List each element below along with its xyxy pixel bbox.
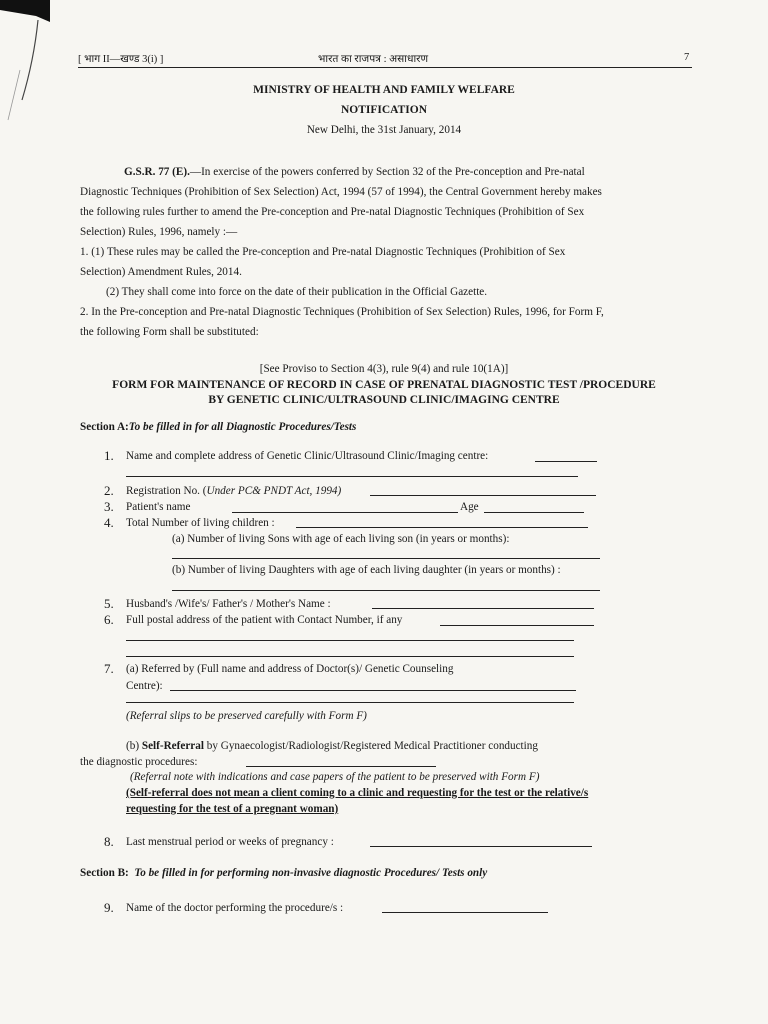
- date-line: New Delhi, the 31st January, 2014: [306, 124, 462, 136]
- item-5-number: 5.: [104, 596, 114, 611]
- item-1-number: 1.: [104, 448, 114, 463]
- item-5-label: Husband's /Wife's/ Father's / Mother's Name :: [126, 598, 331, 610]
- item-4-blank[interactable]: [296, 527, 588, 528]
- form-title-line-1: FORM FOR MAINTENANCE OF RECORD IN CASE OF PRENATAL DIAGNOSTIC TEST /PROCEDURE: [112, 379, 656, 391]
- preamble-line-1: G.S.R. 77 (E).—In exercise of the powers conferred by Section 32 of the Pre-conception and Pre-natal: [124, 166, 585, 178]
- item-6-label: Full postal address of the patient with Contact Number, if any: [126, 614, 403, 626]
- item-4-label: Total Number of living children :: [126, 517, 275, 529]
- item-5-blank[interactable]: [372, 608, 594, 609]
- form-title-line-2: BY GENETIC CLINIC/ULTRASOUND CLINIC/IMAGING CENTRE: [208, 394, 560, 406]
- item-4a-label: (a) Number of living Sons with age of each living son (in years or months):: [172, 533, 510, 545]
- preamble-line-2: Diagnostic Techniques (Prohibition of Sex Selection) Act, 1994 (57 of 1994), the Central Government hereby makes: [80, 186, 602, 198]
- item-6-number: 6.: [104, 612, 114, 627]
- item-2-blank[interactable]: [370, 495, 596, 496]
- item-4b-blank[interactable]: [172, 590, 600, 591]
- rule-2-line-1: 2. In the Pre-conception and Pre-natal Diagnostic Techniques (Prohibition of Sex Selection) Rules, 1996, for Form F,: [80, 306, 604, 318]
- item-6-blank[interactable]: [440, 625, 594, 626]
- item-7a-note: (Referral slips to be preserved carefully with Form F): [126, 710, 367, 722]
- section-a-heading: Section A:To be filled in for all Diagnostic Procedures/Tests: [80, 421, 357, 433]
- patient-name-blank[interactable]: [232, 512, 458, 513]
- self-referral-warning-line-1: (Self-referral does not mean a client coming to a clinic and requesting for the test or the relative/s: [126, 787, 589, 799]
- item-8-blank[interactable]: [370, 846, 592, 847]
- item-9-label: Name of the doctor performing the procedure/s :: [126, 902, 344, 914]
- item-8-number: 8.: [104, 834, 114, 849]
- rule-1-line-1: 1. (1) These rules may be called the Pre-conception and Pre-natal Diagnostic Techniques (Prohibition of Sex: [80, 246, 566, 258]
- item-3-number: 3.: [104, 499, 114, 514]
- gsr-number: G.S.R. 77 (E).: [124, 166, 190, 178]
- header-rule: [78, 67, 692, 68]
- age-label: Age: [460, 501, 479, 513]
- item-4-number: 4.: [104, 515, 114, 530]
- item-2-label: Registration No. (Under PC& PNDT Act, 1994): [126, 485, 342, 497]
- form-proviso: [See Proviso to Section 4(3), rule 9(4) and rule 10(1A)]: [259, 363, 509, 375]
- item-1-label: Name and complete address of Genetic Clinic/Ultrasound Clinic/Imaging centre:: [126, 450, 489, 462]
- item-3-label: Patient's name: [126, 501, 191, 513]
- item-1-blank[interactable]: [535, 461, 597, 462]
- item-7b-note: (Referral note with indications and case papers of the patient to be preserved with Form F): [130, 771, 540, 783]
- item-9-blank[interactable]: [382, 912, 548, 913]
- item-7a-blank[interactable]: [170, 690, 576, 691]
- age-blank[interactable]: [484, 512, 584, 513]
- item-7b-line-1: (b) Self-Referral by Gynaecologist/Radiologist/Registered Medical Practitioner conducting: [126, 740, 538, 752]
- item-7a-line-2: Centre):: [126, 680, 163, 692]
- item-6-blank-3[interactable]: [126, 656, 574, 657]
- preamble-line-3: the following rules further to amend the Pre-conception and Pre-natal Diagnostic Techniques (Prohibition of Sex: [80, 206, 585, 218]
- gazette-part-label: [ भाग II—खण्ड 3(i) ]: [78, 54, 164, 65]
- rule-1-sub-2: (2) They shall come into force on the date of their publication in the Official Gazette.: [106, 286, 488, 298]
- section-b-heading: Section B: To be filled in for performing non-invasive diagnostic Procedures/ Tests only: [80, 867, 488, 879]
- rule-2-line-2: the following Form shall be substituted:: [80, 326, 259, 338]
- item-7b-blank[interactable]: [246, 766, 436, 767]
- item-9-number: 9.: [104, 900, 114, 915]
- item-2-number: 2.: [104, 483, 114, 498]
- item-1-blank-2[interactable]: [126, 476, 578, 477]
- rule-1-line-2: Selection) Amendment Rules, 2014.: [80, 266, 242, 278]
- item-4b-label: (b) Number of living Daughters with age of each living daughter (in years or months) :: [172, 564, 561, 576]
- item-7a-line-1: (a) Referred by (Full name and address of Doctor(s)/ Genetic Counseling: [126, 663, 454, 675]
- preamble-line-4: Selection) Rules, 1996, namely :—: [80, 226, 238, 238]
- item-6-blank-2[interactable]: [126, 640, 574, 641]
- item-8-label: Last menstrual period or weeks of pregnancy :: [126, 836, 334, 848]
- self-referral-warning-line-2: requesting for the test of a pregnant woman): [126, 803, 339, 815]
- item-7-number: 7.: [104, 661, 114, 676]
- item-4a-blank[interactable]: [172, 558, 600, 559]
- gazette-title: भारत का राजपत्र : असाधारण: [318, 54, 429, 65]
- page-number: 7: [684, 52, 690, 63]
- notification-title: NOTIFICATION: [340, 104, 428, 116]
- item-7b-line-2: the diagnostic procedures:: [80, 756, 198, 768]
- item-7a-blank-2[interactable]: [126, 702, 574, 703]
- ministry-title: MINISTRY OF HEALTH AND FAMILY WELFARE: [253, 84, 515, 96]
